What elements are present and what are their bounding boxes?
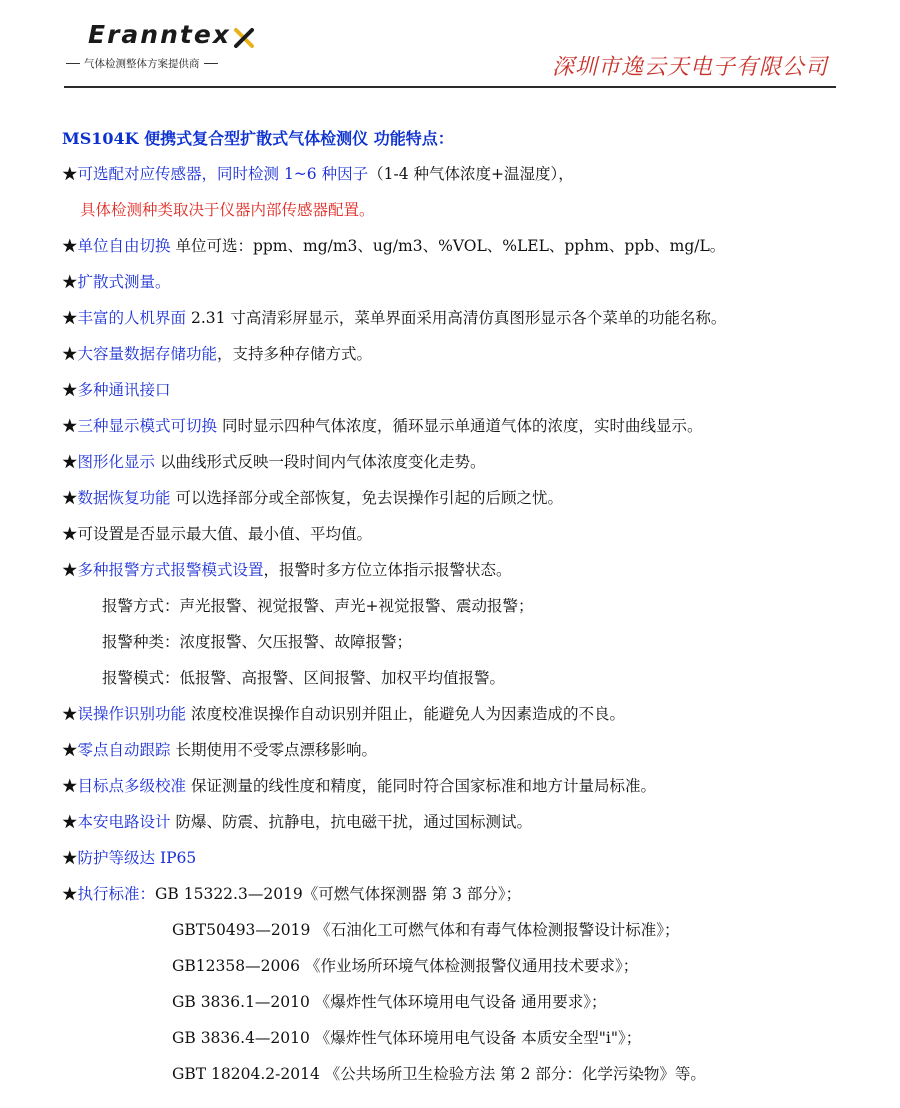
feature-item: ★图形化显示 以曲线形式反映一段时间内气体浓度变化走势。 — [62, 453, 486, 471]
star-icon: ★ — [62, 237, 78, 255]
company-name: 深圳市逸云天电子有限公司 — [551, 55, 828, 80]
standard-item: GBT50493—2019 《石油化工可燃气体和有毒气体检测报警设计标准》； — [172, 921, 680, 939]
star-icon: ★ — [62, 381, 78, 399]
page-header — [0, 0, 900, 92]
feature-item: ★防护等级达 IP65 — [62, 849, 197, 867]
feature-item: ★执行标准：GB 15322.3—2019《可燃气体探测器 第 3 部分》； — [62, 885, 522, 903]
feature-item: ★丰富的人机界面 2.31 寸高清彩屏显示，菜单界面采用高清仿真图形显示各个菜单的功能名称。 — [62, 309, 727, 327]
feature-item: ★目标点多级校准 保证测量的线性度和精度，能同时符合国家标准和地方计量局标准。 — [62, 777, 656, 795]
alarm-sub-item: 报警方式：声光报警、视觉报警、声光+视觉报警、震动报警； — [102, 597, 534, 615]
star-icon: ★ — [62, 273, 78, 291]
standard-item: GB 3836.4—2010 《爆炸性气体环境用电气设备 本质安全型"i"》； — [172, 1029, 642, 1047]
star-icon: ★ — [62, 777, 78, 795]
standard-item: GB12358—2006 《作业场所环境气体检测报警仪通用技术要求》； — [172, 957, 639, 975]
star-icon: ★ — [62, 741, 78, 759]
feature-note: 具体检测种类取决于仪器内部传感器配置。 — [80, 201, 375, 219]
star-icon: ★ — [62, 489, 78, 507]
star-icon: ★ — [62, 849, 78, 867]
company-logo: Eranntex — [88, 20, 231, 49]
star-icon: ★ — [62, 525, 78, 543]
feature-item: ★误操作识别功能 浓度校准误操作自动识别并阻止，能避免人为因素造成的不良。 — [62, 705, 625, 723]
star-icon: ★ — [62, 561, 78, 579]
logo-tagline: 气体检测整体方案提供商 — [66, 56, 218, 71]
header-divider — [64, 86, 836, 88]
star-icon: ★ — [62, 885, 78, 903]
feature-item: ★可选配对应传感器，同时检测 1~6 种因子（1-4 种气体浓度+温湿度）， — [62, 165, 574, 183]
feature-item: ★扩散式测量。 — [62, 273, 171, 291]
logo-x-mark-icon — [234, 28, 254, 48]
alarm-sub-item: 报警种类：浓度报警、欠压报警、故障报警； — [102, 633, 413, 651]
star-icon: ★ — [62, 813, 78, 831]
star-icon: ★ — [62, 417, 78, 435]
star-icon: ★ — [62, 453, 78, 471]
feature-item: ★多种报警方式报警模式设置，报警时多方位立体指示报警状态。 — [62, 561, 512, 579]
feature-item: ★零点自动跟踪 长期使用不受零点漂移影响。 — [62, 741, 377, 759]
feature-item: ★可设置是否显示最大值、最小值、平均值。 — [62, 525, 373, 543]
alarm-sub-item: 报警模式：低报警、高报警、区间报警、加权平均值报警。 — [102, 669, 506, 687]
standard-item: GB 3836.1—2010 《爆炸性气体环境用电气设备 通用要求》； — [172, 993, 607, 1011]
star-icon: ★ — [62, 309, 78, 327]
feature-item: ★三种显示模式可切换 同时显示四种气体浓度，循环显示单通道气体的浓度，实时曲线显示。 — [62, 417, 703, 435]
feature-item: ★本安电路设计 防爆、防震、抗静电，抗电磁干扰，通过国标测试。 — [62, 813, 532, 831]
feature-item: ★单位自由切换 单位可选：ppm、mg/m3、ug/m3、%VOL、%LEL、pphm、ppb、mg/L。 — [62, 237, 726, 255]
star-icon: ★ — [62, 165, 78, 183]
feature-item: ★大容量数据存储功能，支持多种存储方式。 — [62, 345, 373, 363]
feature-item: ★多种通讯接口 — [62, 381, 171, 399]
star-icon: ★ — [62, 705, 78, 723]
standard-item: GBT 18204.2-2014 《公共场所卫生检验方法 第 2 部分：化学污染物》等。 — [172, 1065, 706, 1083]
feature-item: ★数据恢复功能 可以选择部分或全部恢复，免去误操作引起的后顾之忧。 — [62, 489, 563, 507]
document-title: MS104K 便携式复合型扩散式气体检测仪 功能特点： — [62, 129, 454, 148]
star-icon: ★ — [62, 345, 78, 363]
